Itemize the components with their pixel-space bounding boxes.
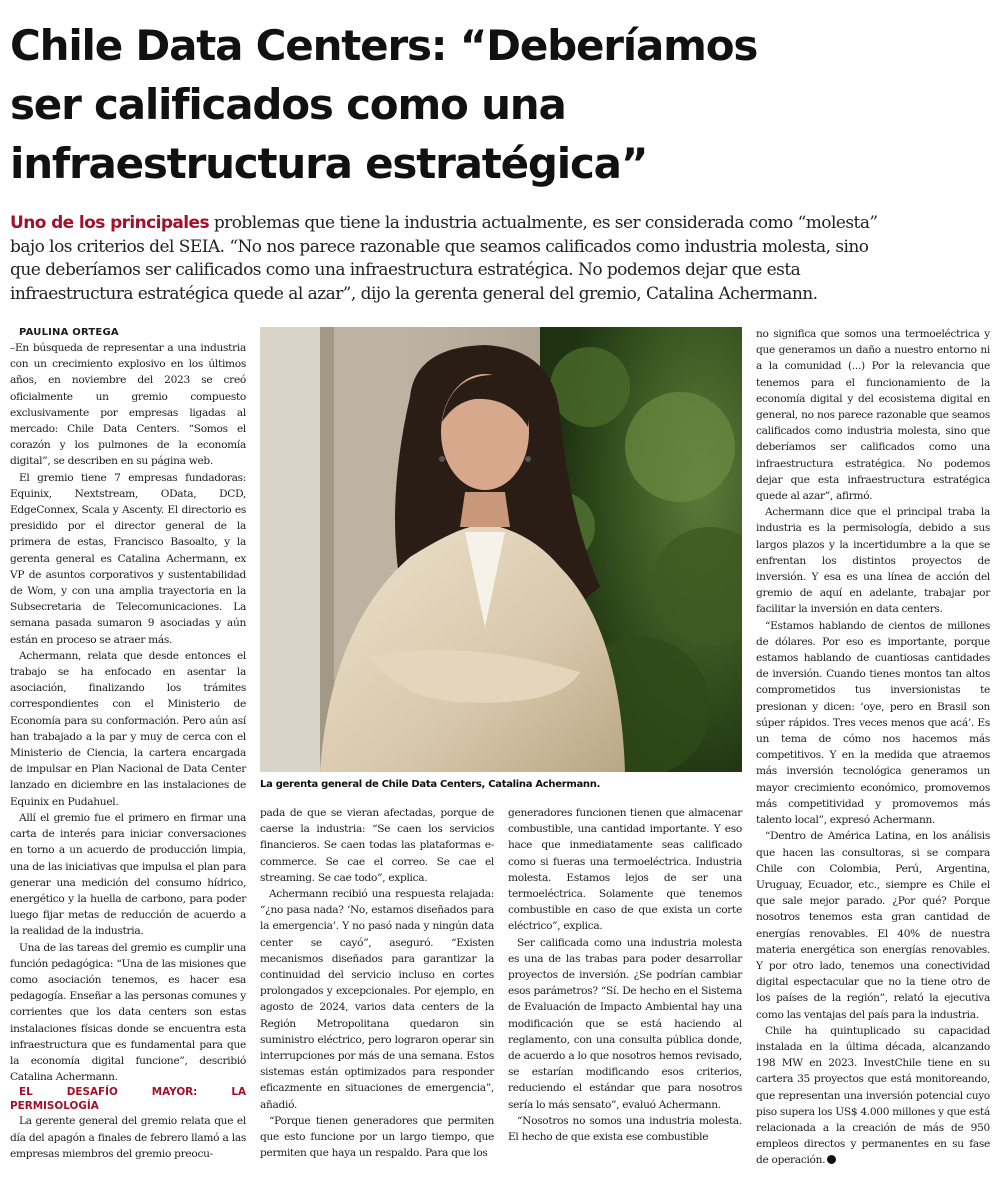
portrait-illustration (260, 327, 742, 772)
paragraph: Achermann recibió una respuesta relajada: “¿no pasa nada? ‘No, estamos diseñados para la emergencia’. Y no pasó nada y ningún data center se cayó”, aseguró. “Existen mecanismos diseñados para garantizar la continuidad del servicio incluso en cortes prolongados y excepcionales. Por ejemplo, en agosto de 2024, varios data centers de la Región Metropolitana quedaron sin suministro eléctrico, pero lograron operar sin interrupciones por más de una semana. Estos sistemas están optimizados para responder eficazmente en situaciones de emergencia”, añadió. (260, 888, 494, 1111)
column-4 (756, 326, 990, 1169)
column-3 (508, 805, 742, 1145)
lead-paragraph (10, 212, 995, 306)
paragraph: El gremio tiene 7 empresas fundadoras: Equinix, Nextstream, OData, DCD, EdgeConnex, Scala y Ascenty. El directorio es presidido por el director general de la primera de estas, Francisco Basoalto, y la gerenta general es Catalina Achermann, ex VP de asuntos corporativos y sustentabilidad de Wom, y con una amplia trayectoria en la Subsecretaria de Telecomunicaciones. La semana pasada sumaron 9 asociadas y aún están en proceso se atraer más. (10, 471, 246, 646)
lead-line (10, 212, 995, 236)
paragraph: Achermann dice que el principal traba la industria es la permisología, debido a sus largos plazos y la incertidumbre a la que se enfrentan los distintos proyectos de inversión. Y esa es una línea de acción del gremio de aquí en adelante, trabajar por facilitar la inversión en data centers. (756, 506, 990, 616)
column-1 (10, 326, 246, 1162)
photo-caption: La gerenta general de Chile Data Centers, Catalina Achermann. (260, 779, 601, 790)
paragraph-text: Chile ha quintuplicado su capacidad instalada en la última década, alcanzando 198 MW en 2023. InvestChile tiene en su cartera 35 proyectos que está monitoreando, que representan una inversión potencial cuyo piso supera los US$ 4.000 millones y que está relacionada a la creación de más de 950 empleos directos y permanentes en su fase de operación. (756, 1024, 990, 1167)
paragraph: “Dentro de América Latina, en los análisis que hacen las consultoras, si se compara Chile con Colombia, Perú, Argentina, Uruguay, Ecuador, etc., siempre es Chile el que sale mejor parado. ¿Por qué? Porque nosotros tenemos esta gran cantidad de energías renovables. El 40% de nuestra materia energética son energías renovables. Y por otro lado, tenemos una conectividad digital espectacular que no la tiene otro de los países de la región”, relató la ejecutiva como las ventajas del país para la industria. (756, 830, 990, 1021)
paragraph: Achermann, relata que desde entonces el trabajo se ha enfocado en asentar la asociación, finalizando los trámites correspondientes con el Ministerio de Economía para su conformación. Pero aún así han trabajado a la par y muy de cerca con el Ministerio de Ciencia, la cartera encargada de impulsar en Plan Nacional de Data Center lanzado en diciembre en las instalaciones de Equinix en Pudahuel. (10, 649, 246, 808)
paragraph: “Porque tienen generadores que permiten que esto funcione por un largo tiempo, que permiten que haya un respaldo. Para que los (260, 1114, 494, 1160)
paragraph: “Nosotros no somos una industria molesta. El hecho de que exista ese combustible (508, 1114, 742, 1144)
byline: PAULINA ORTEGA (19, 327, 119, 338)
lead-highlight: Uno de los principales (10, 213, 209, 233)
lead-line: infraestructura estratégica quede al azar”, dijo la gerenta general del gremio, Catalina Achermann. (10, 283, 818, 304)
paragraph: generadores funcionen tienen que almacenar combustible, una cantidad importante. Y eso hace que inmediatamente seas calificado como si fueras una termoeléctrica. Industria molesta. Estamos lejos de ser una termoeléctrica. Solamente que tenemos combustible en caso de que exista un corte eléctrico”, explica. (508, 807, 742, 933)
headline-line: infraestructura estratégica” (10, 139, 648, 188)
lead-line-text: problemas que tiene la industria actualmente, es ser considerada como “molesta” (208, 213, 878, 233)
paragraph: Allí el gremio fue el primero en firmar una carta de interés para iniciar conversaciones en torno a un acuerdo de producción limpia, una de las iniciativas que impulsa el plan para generar una medición del consumo hídrico, energético y la huella de carbono, para poder luego fijar metas de reducción de acuerdo a la realidad de la industria. (10, 811, 246, 938)
paragraph: no significa que somos una termoeléctrica y que generamos un daño a nuestro entorno ni a la comunidad (...) Por la relevancia que tenemos para el funcionamiento de la economía digital y del ecosistema digital en general, no nos parece razonable que seamos calificados como industria molesta, sino que deberíamos ser calificados como una infraestructura estratégica. No podemos dejar que esta infraestructura estratégica quede al azar”, afirmó. (756, 328, 990, 503)
paragraph: La gerente general del gremio relata que el día del apagón a finales de febrero llamó a las empresas miembros del gremio preocu- (10, 1115, 246, 1160)
section-subhead: EL DESAFÍO MAYOR: LA PERMISOLOGÍA (10, 1086, 246, 1113)
headline-line: Chile Data Centers: “Deberíamos (10, 21, 758, 70)
headline (10, 16, 990, 193)
headline-line: ser calificados como una (10, 80, 566, 129)
lead-line: bajo los criterios del SEIA. “No nos parece razonable que seamos calificados como industria molesta, sino (10, 236, 869, 257)
paragraph: “Estamos hablando de cientos de millones de dólares. Por eso es importante, porque estamos hablando de cuantiosas cantidades de inversión. Cuando tienes montos tan altos comprometidos tus inversionistas te presionan y dicen: ‘oye, pero en Brasil son súper rápidos. Tres veces menos que acá’. Es un tema de cómo nos hacemos más competitivos. Y en la medida que atraemos más inversión tecnológica generamos un mayor crecimiento económico, promovemos más competitividad y promovemos más talento local”, expresó Achermann. (756, 619, 990, 827)
lead-line: que deberíamos ser calificados como una infraestructura estratégica. No podemos dejar que esta (10, 260, 801, 280)
paragraph: pada de que se vieran afectadas, porque de caerse la industria: “Se caen los servicios financieros. Se caen todas las plataformas e-commerce. Se cae el correo. Se cae el streaming. Se cae todo”, explica. (260, 807, 494, 884)
paragraph: Una de las tareas del gremio es cumplir una función pedagógica: “Una de las misiones que como asociación tenemos, es hacer esa pedagogía. Enseñar a las personas comunes y corrientes que los data centers son estas instalaciones físicas donde se encuentra esta infraestructura que es fundamental para que la economía digital funcione”, describió Catalina Achermann. (10, 941, 246, 1084)
end-of-article-icon (827, 1155, 836, 1164)
column-2 (260, 805, 494, 1161)
portrait-photo (260, 327, 742, 772)
paragraph: –En búsqueda de representar a una industria con un crecimiento explosivo en los últimos años, en noviembre del 2023 se creó oficialmente un gremio compuesto exclusivamente por empresas ligadas al mercado: Chile Data Centers. “Somos el corazón y los pulmones de la economía digital”, se describen en su página web. (10, 342, 246, 468)
paragraph: Ser calificada como una industria molesta es una de las trabas para poder desarrollar proyectos de inversión. ¿Se podrían cambiar esos parámetros? “Sí. De hecho en el Sistema de Evaluación de Impacto Ambiental hay una modificación que se está haciendo al reglamento, con una consulta pública donde, de acuerdo a lo que nosotros hemos revisado, se estarían modificando esos criterios, reduciendo el estándar que para nosotros sería lo más sensato”, evaluó Achermann. (508, 936, 742, 1111)
paragraph (756, 1023, 990, 1169)
